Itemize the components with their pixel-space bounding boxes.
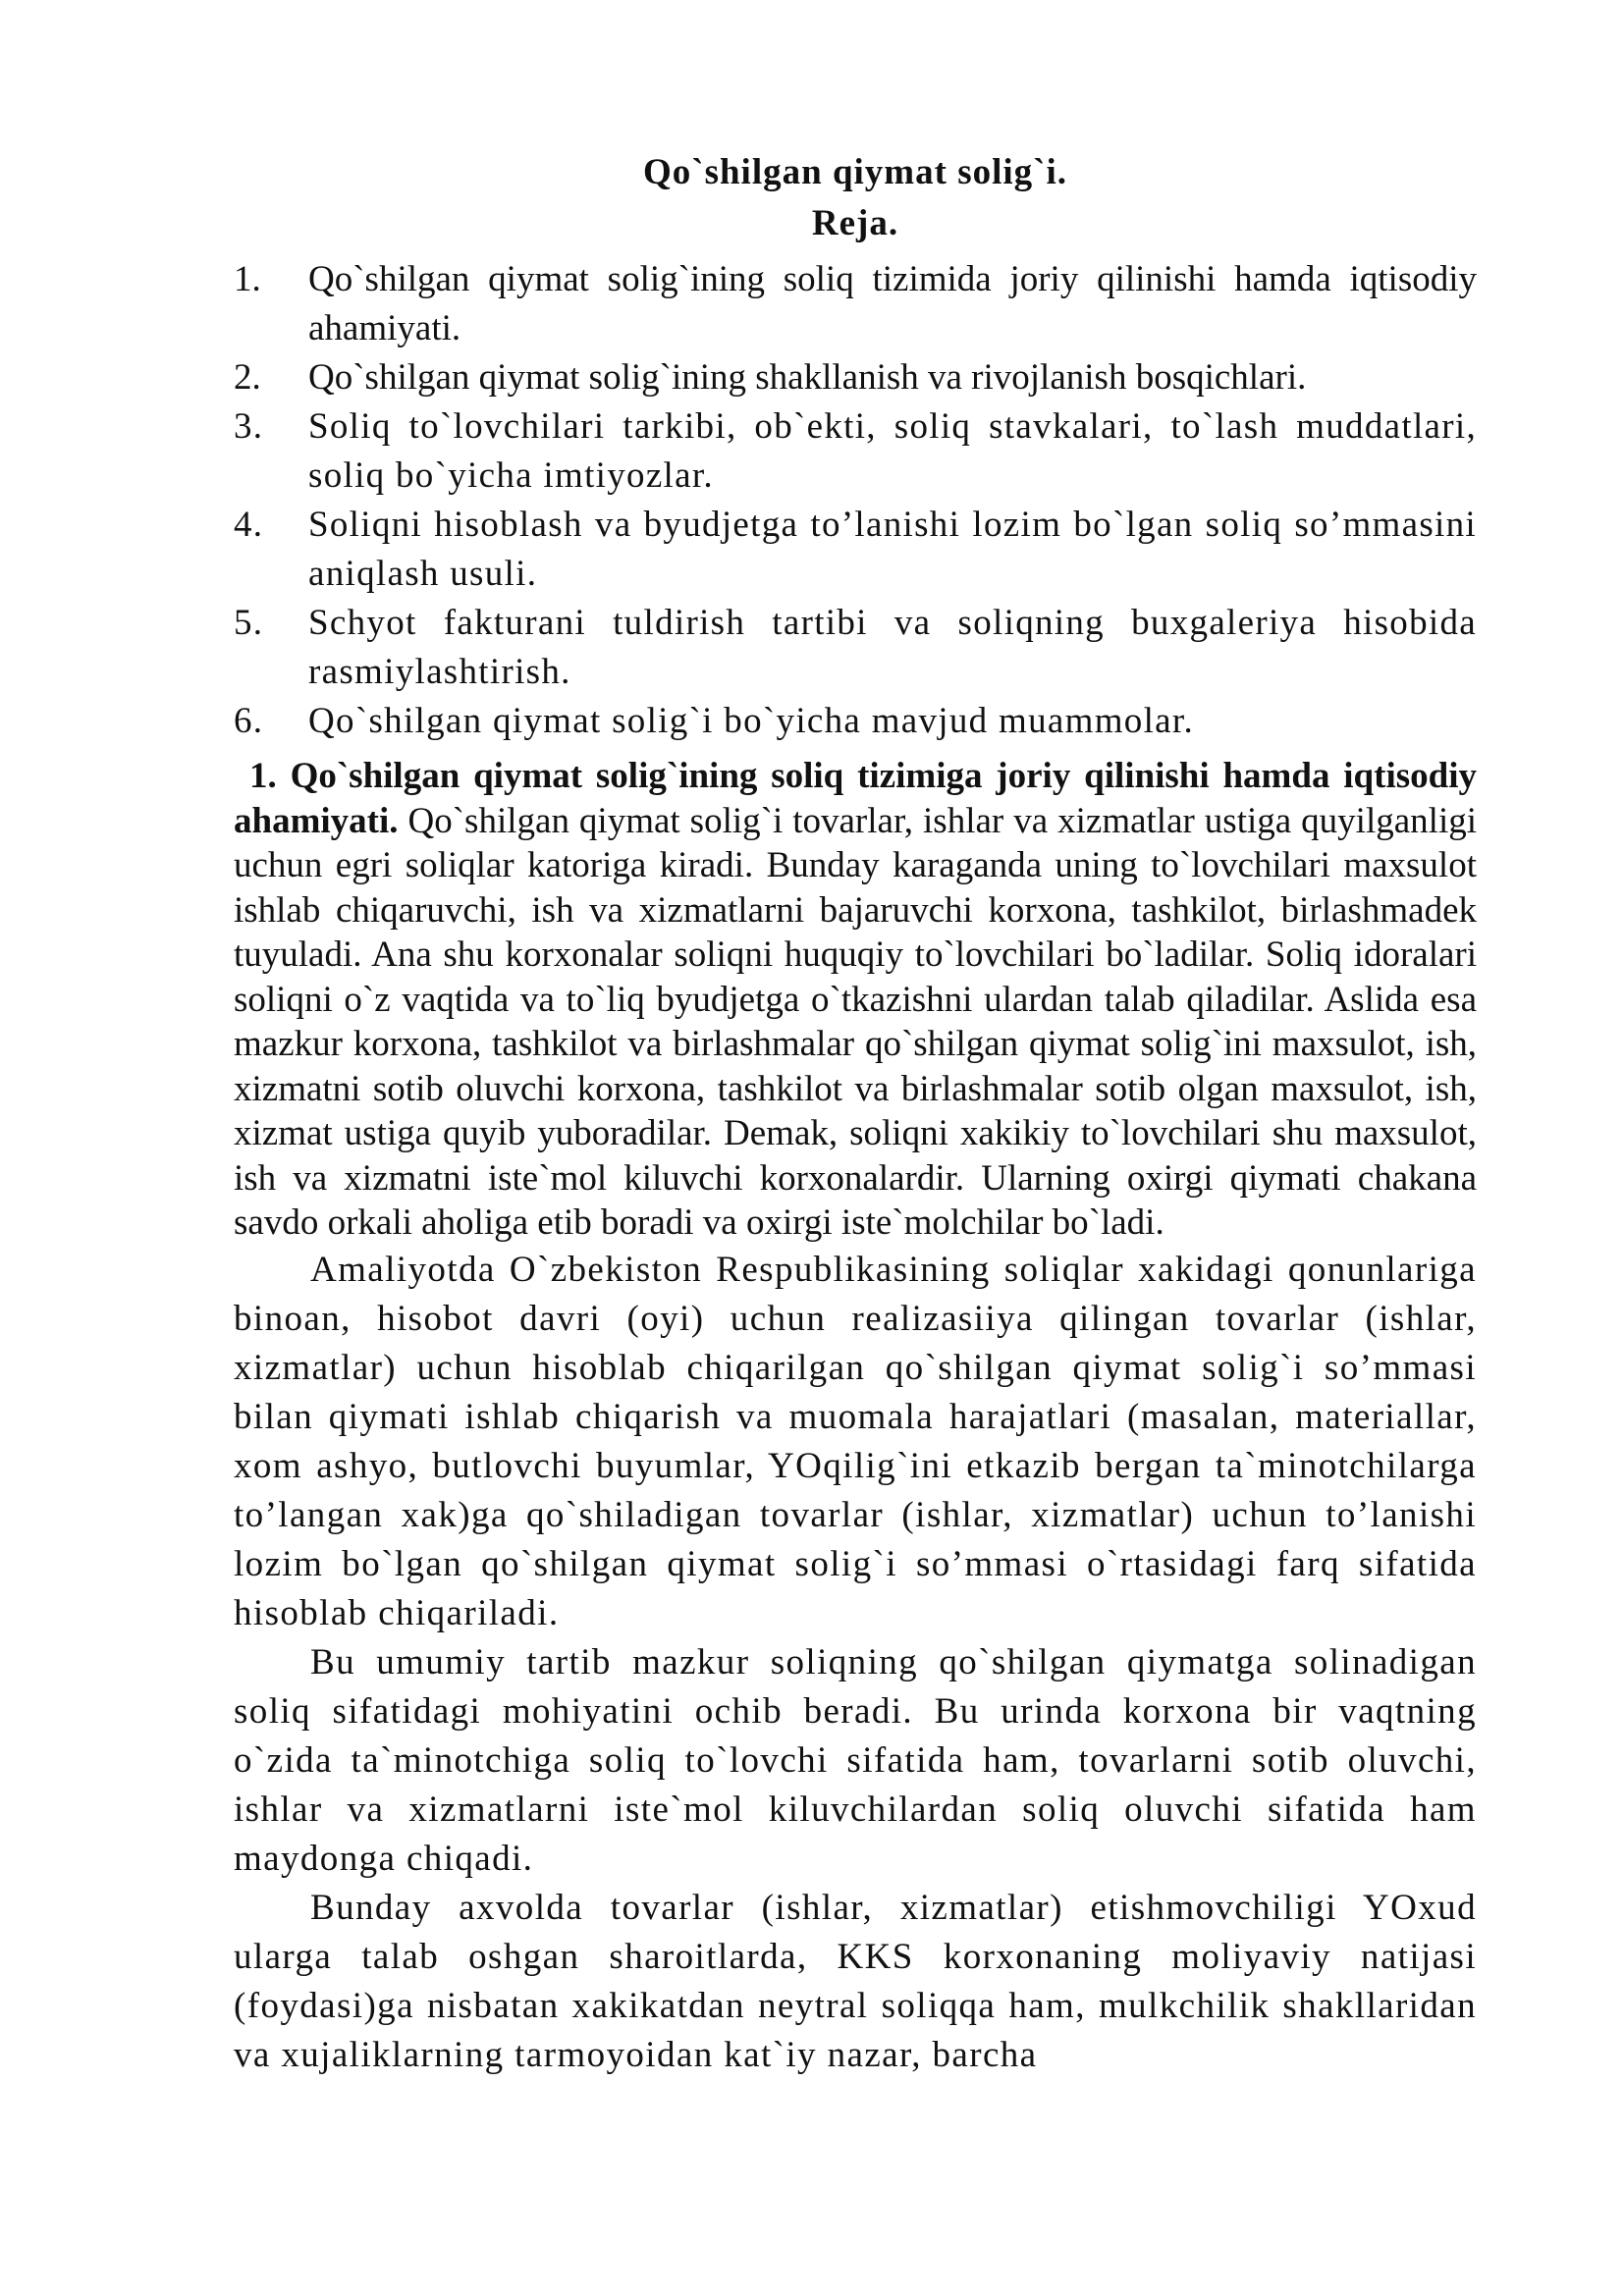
plan-item-1 (234, 255, 1477, 353)
plan-item-text: Schyot fakturani tuldirish tartibi va soliqning buxgaleriya hisobida rasmiylashtirish. (308, 603, 1477, 692)
plan-item-number: 5. (234, 603, 264, 643)
plan-heading: Reja. (811, 203, 899, 243)
document-title: Qo`shilgan qiymat solig`i. (642, 152, 1068, 192)
plan-item-2 (234, 353, 1477, 402)
plan-item-6 (234, 697, 1477, 746)
document-page (234, 147, 1477, 2080)
plan-item-text: Qo`shilgan qiymat solig`ining shakllanish va rivojlanish bosqichlari. (308, 357, 1307, 398)
plan-item-number: 6. (234, 701, 264, 741)
plan-list (234, 255, 1477, 746)
section-1-text: Qo`shilgan qiymat solig`i tovarlar, ishlar va xizmatlar ustiga quyilganligi uchun egri soliqlar katoriga kiradi. Bunday karaganda uning to`lovchilari maxsulot ishlab chiqaruvchi, ish va xizmatlarni bajaruvchi korxona, tashkilot, birlashmadek tuyuladi. Ana shu korxonalar soliqni huquqiy to`lovchilari bo`ladilar. Soliq idoralari soliqni o`z vaqtida va to`liq byudjetga o`tkazishni ulardan talab qiladilar. Aslida esa mazkur korxona, tashkilot va birlashmalar qo`shilgan qiymat solig`ini maxsulot, ish, xizmatni sotib oluvchi korxona, tashkilot va birlashmalar sotib olgan maxsulot, ish, xizmat ustiga quyib yuboradilar. Demak, soliqni xakikiy to`lovchilari shu maxsulot, ish va xizmatni iste`mol kiluvchi korxonalardir. Ularning oxirgi qiymati chakana savdo orkali aholiga etib boradi va oxirgi iste`molchilar bo`ladi. (234, 800, 1477, 1243)
plan-item-number: 1. (234, 259, 261, 299)
section-1-heading: 1. Qo`shilgan qiymat solig`ining soliq tizimiga joriy qilinishi hamda iqtisodiy ahamiyati. (234, 756, 1477, 841)
plan-item-text: Qo`shilgan qiymat solig`i bo`yicha mavjud muammolar. (308, 701, 1195, 741)
plan-item-text: Soliq to`lovchilari tarkibi, ob`ekti, soliq stavkalari, to`lash muddatlari, soliq bo`yicha imtiyozlar. (308, 406, 1477, 496)
plan-item-5 (234, 599, 1477, 697)
plan-item-number: 3. (234, 406, 264, 447)
body-paragraph-4: Bunday axvolda tovarlar (ishlar, xizmatlar) etishmovchiligi YOxud ularga talab oshgan sharoitlarda, KKS korxonaning moliyaviy natijasi (foydasi)ga nisbatan xakikatdan neytral soliqqa ham, mulkchilik shakllaridan va xujaliklarning tarmoyoidan kat`iy nazar, barcha (234, 1887, 1477, 2075)
body-paragraph-2: Amaliyotda O`zbekiston Respublikasining soliqlar xakidagi qonunlariga binoan, hisobot davri (oyi) uchun realizasiiya qilingan tovarlar (ishlar, xizmatlar) uchun hisoblab chiqarilgan qo`shilgan qiymat solig`i so’mmasi bilan qiymati ishlab chiqarish va muomala harajatlari (masalan, materiallar, xom ashyo, butlovchi buyumlar, YOqilig`ini etkazib bergan ta`minotchilarga to’langan xak)ga qo`shiladigan tovarlar (ishlar, xizmatlar) uchun to’lanishi lozim bo`lgan qo`shilgan qiymat solig`i so’mmasi o`rtasidagi farq sifatida hisoblab chiqariladi. (234, 1249, 1477, 1633)
plan-item-text: Soliqni hisoblash va byudjetga to’lanishi lozim bo`lgan soliq so’mmasini aniqlash usuli. (308, 505, 1477, 594)
plan-item-number: 2. (234, 357, 261, 398)
plan-item-text: Qo`shilgan qiymat solig`ining soliq tizimida joriy qilinishi hamda iqtisodiy ahamiyati. (308, 259, 1477, 348)
body-paragraph-3: Bu umumiy tartib mazkur soliqning qo`shilgan qiymatga solinadigan soliq sifatidagi mohiyatini ochib beradi. Bu urinda korxona bir vaqtning o`zida ta`minotchiga soliq to`lovchi sifatida ham, tovarlarni sotib oluvchi, ishlar va xizmatlarni iste`mol kiluvchilardan soliq oluvchi sifatida ham maydonga chiqadi. (234, 1641, 1477, 1879)
plan-item-3 (234, 402, 1477, 501)
plan-item-number: 4. (234, 505, 264, 545)
section-1-paragraph (234, 754, 1477, 1246)
plan-item-4 (234, 501, 1477, 599)
